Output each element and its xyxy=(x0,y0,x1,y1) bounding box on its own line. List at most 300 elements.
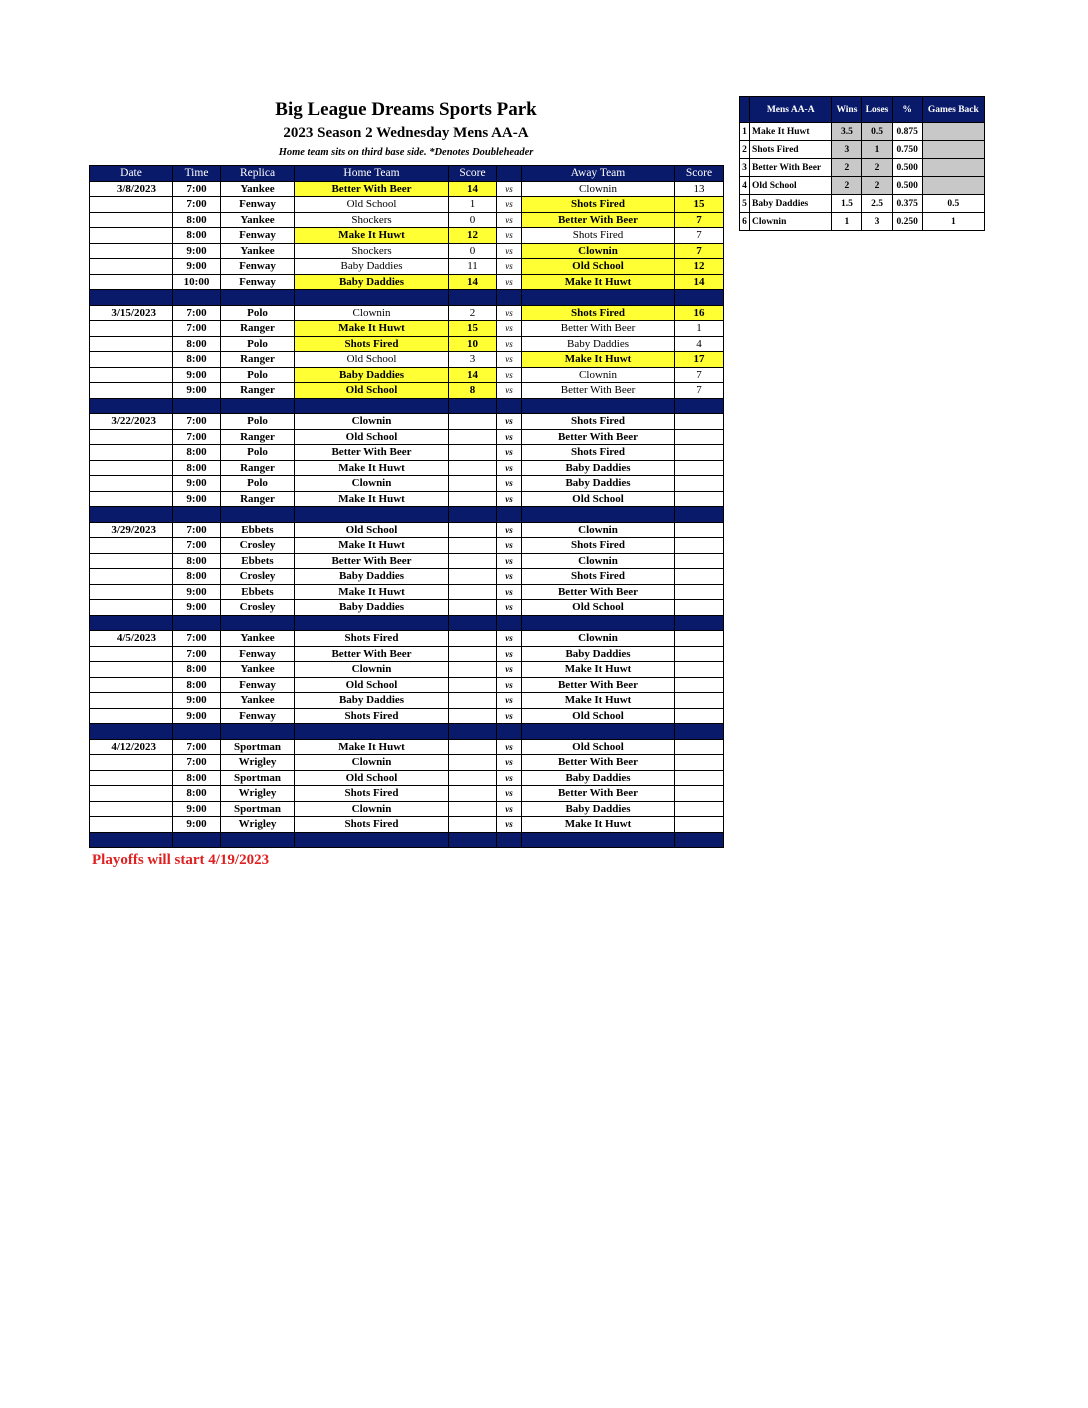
away-score xyxy=(675,708,724,724)
home-team: Shockers xyxy=(295,243,449,259)
game-date xyxy=(90,445,173,461)
vs-label: vs xyxy=(497,817,522,833)
game-time: 7:00 xyxy=(173,305,221,321)
away-score xyxy=(675,801,724,817)
away-score: 4 xyxy=(675,336,724,352)
vs-label: vs xyxy=(497,367,522,383)
game-time: 9:00 xyxy=(173,584,221,600)
away-score xyxy=(675,569,724,585)
col-away-score: Score xyxy=(675,166,724,182)
game-date: 4/5/2023 xyxy=(90,631,173,647)
away-team: Better With Beer xyxy=(522,584,675,600)
table-row xyxy=(90,476,724,492)
away-score: 12 xyxy=(675,259,724,275)
game-time: 7:00 xyxy=(173,538,221,554)
game-date xyxy=(90,259,173,275)
away-score: 16 xyxy=(675,305,724,321)
game-date xyxy=(90,197,173,213)
table-row xyxy=(90,367,724,383)
home-team: Old School xyxy=(295,352,449,368)
separator-cell xyxy=(675,832,724,848)
away-team: Make It Huwt xyxy=(522,352,675,368)
home-team: Make It Huwt xyxy=(295,739,449,755)
away-score xyxy=(675,770,724,786)
standings-rank: 3 xyxy=(740,159,750,177)
standings-pct: 0.500 xyxy=(892,177,922,195)
home-team: Better With Beer xyxy=(295,181,449,197)
game-replica: Wrigley xyxy=(221,755,295,771)
away-team: Baby Daddies xyxy=(522,336,675,352)
away-team: Better With Beer xyxy=(522,755,675,771)
home-score: 14 xyxy=(449,181,497,197)
vs-label: vs xyxy=(497,584,522,600)
table-row xyxy=(90,584,724,600)
home-score xyxy=(449,677,497,693)
table-row xyxy=(90,693,724,709)
home-team: Clownin xyxy=(295,801,449,817)
home-score xyxy=(449,491,497,507)
table-row xyxy=(90,243,724,259)
separator-cell xyxy=(497,615,522,631)
home-score: 0 xyxy=(449,243,497,259)
table-row xyxy=(90,600,724,616)
table-row xyxy=(90,321,724,337)
vs-label: vs xyxy=(497,693,522,709)
standings-games-back xyxy=(922,141,984,159)
game-replica: Ranger xyxy=(221,460,295,476)
home-team: Make It Huwt xyxy=(295,491,449,507)
standings-rank: 4 xyxy=(740,177,750,195)
game-replica: Ebbets xyxy=(221,584,295,600)
vs-label: vs xyxy=(497,259,522,275)
home-score xyxy=(449,460,497,476)
standings-pct: 0.250 xyxy=(892,213,922,231)
vs-label: vs xyxy=(497,212,522,228)
home-team: Baby Daddies xyxy=(295,259,449,275)
away-team: Make It Huwt xyxy=(522,817,675,833)
game-time: 9:00 xyxy=(173,383,221,399)
separator-cell xyxy=(497,398,522,414)
home-team: Baby Daddies xyxy=(295,274,449,290)
game-date xyxy=(90,336,173,352)
game-time: 7:00 xyxy=(173,522,221,538)
away-score: 15 xyxy=(675,197,724,213)
separator-cell xyxy=(221,724,295,740)
game-time: 7:00 xyxy=(173,197,221,213)
game-date xyxy=(90,677,173,693)
away-score: 7 xyxy=(675,383,724,399)
vs-label: vs xyxy=(497,708,522,724)
game-replica: Polo xyxy=(221,445,295,461)
away-score: 7 xyxy=(675,212,724,228)
separator-cell xyxy=(449,507,497,523)
separator-cell xyxy=(497,832,522,848)
game-replica: Fenway xyxy=(221,274,295,290)
game-replica: Fenway xyxy=(221,708,295,724)
game-replica: Polo xyxy=(221,367,295,383)
standings-rank: 5 xyxy=(740,195,750,213)
game-replica: Crosley xyxy=(221,569,295,585)
separator-cell xyxy=(449,615,497,631)
game-replica: Ranger xyxy=(221,383,295,399)
away-score xyxy=(675,646,724,662)
standings-pct: 0.875 xyxy=(892,123,922,141)
game-date xyxy=(90,584,173,600)
col-games-back: Games Back xyxy=(922,97,984,123)
home-score: 12 xyxy=(449,228,497,244)
standings-pct: 0.500 xyxy=(892,159,922,177)
separator-cell xyxy=(221,832,295,848)
game-date xyxy=(90,476,173,492)
home-team: Make It Huwt xyxy=(295,538,449,554)
standings-row xyxy=(740,123,985,141)
standings-team: Clownin xyxy=(750,213,832,231)
game-time: 10:00 xyxy=(173,274,221,290)
game-time: 8:00 xyxy=(173,553,221,569)
home-score: 0 xyxy=(449,212,497,228)
home-team: Clownin xyxy=(295,755,449,771)
home-team: Clownin xyxy=(295,476,449,492)
vs-label: vs xyxy=(497,181,522,197)
away-team: Shots Fired xyxy=(522,228,675,244)
col-home-team: Home Team xyxy=(295,166,449,182)
week-separator xyxy=(90,398,724,414)
away-team: Clownin xyxy=(522,631,675,647)
away-score xyxy=(675,414,724,430)
away-score: 7 xyxy=(675,243,724,259)
game-time: 9:00 xyxy=(173,600,221,616)
col-replica: Replica xyxy=(221,166,295,182)
standings-row xyxy=(740,177,985,195)
vs-label: vs xyxy=(497,522,522,538)
game-replica: Crosley xyxy=(221,600,295,616)
home-team: Better With Beer xyxy=(295,553,449,569)
game-replica: Yankee xyxy=(221,243,295,259)
game-time: 9:00 xyxy=(173,367,221,383)
table-row xyxy=(90,677,724,693)
table-row xyxy=(90,631,724,647)
away-team: Baby Daddies xyxy=(522,770,675,786)
vs-label: vs xyxy=(497,197,522,213)
home-team: Baby Daddies xyxy=(295,600,449,616)
col-wins: Wins xyxy=(832,97,862,123)
separator-cell xyxy=(173,398,221,414)
home-score: 14 xyxy=(449,367,497,383)
separator-cell xyxy=(295,290,449,306)
standings-games-back xyxy=(922,123,984,141)
standings-games-back: 1 xyxy=(922,213,984,231)
game-time: 8:00 xyxy=(173,786,221,802)
away-team: Shots Fired xyxy=(522,414,675,430)
game-date xyxy=(90,786,173,802)
standings-games-back xyxy=(922,177,984,195)
table-row xyxy=(90,491,724,507)
away-score xyxy=(675,739,724,755)
away-score xyxy=(675,445,724,461)
table-row xyxy=(90,770,724,786)
game-replica: Crosley xyxy=(221,538,295,554)
separator-cell xyxy=(90,398,173,414)
separator-cell xyxy=(449,724,497,740)
table-row xyxy=(90,429,724,445)
game-time: 7:00 xyxy=(173,755,221,771)
table-row xyxy=(90,708,724,724)
standings-pct: 0.375 xyxy=(892,195,922,213)
home-team: Make It Huwt xyxy=(295,228,449,244)
game-time: 9:00 xyxy=(173,243,221,259)
away-team: Clownin xyxy=(522,181,675,197)
away-score: 1 xyxy=(675,321,724,337)
standings-rank: 6 xyxy=(740,213,750,231)
vs-label: vs xyxy=(497,631,522,647)
vs-label: vs xyxy=(497,429,522,445)
home-score xyxy=(449,739,497,755)
standings-table xyxy=(739,96,985,231)
vs-label: vs xyxy=(497,770,522,786)
away-score xyxy=(675,662,724,678)
home-score xyxy=(449,646,497,662)
separator-cell xyxy=(295,615,449,631)
away-score xyxy=(675,476,724,492)
table-row xyxy=(90,228,724,244)
home-team: Shots Fired xyxy=(295,817,449,833)
game-replica: Ranger xyxy=(221,491,295,507)
vs-label: vs xyxy=(497,739,522,755)
home-team: Shots Fired xyxy=(295,708,449,724)
game-date xyxy=(90,755,173,771)
table-row xyxy=(90,662,724,678)
game-date: 3/15/2023 xyxy=(90,305,173,321)
away-team: Clownin xyxy=(522,367,675,383)
playoffs-note: Playoffs will start 4/19/2023 xyxy=(92,852,270,868)
page-subtitle: 2023 Season 2 Wednesday Mens AA-A xyxy=(283,125,529,141)
away-team: Old School xyxy=(522,491,675,507)
home-team: Old School xyxy=(295,522,449,538)
standings-wins: 2 xyxy=(832,159,862,177)
table-row xyxy=(90,305,724,321)
game-date: 4/12/2023 xyxy=(90,739,173,755)
game-replica: Yankee xyxy=(221,631,295,647)
away-team: Shots Fired xyxy=(522,197,675,213)
away-team: Better With Beer xyxy=(522,429,675,445)
separator-cell xyxy=(449,398,497,414)
week-separator xyxy=(90,507,724,523)
game-date xyxy=(90,662,173,678)
game-time: 7:00 xyxy=(173,631,221,647)
home-score xyxy=(449,476,497,492)
away-score xyxy=(675,491,724,507)
separator-cell xyxy=(295,724,449,740)
table-row xyxy=(90,817,724,833)
col-time: Time xyxy=(173,166,221,182)
separator-cell xyxy=(173,832,221,848)
game-replica: Ebbets xyxy=(221,522,295,538)
game-time: 9:00 xyxy=(173,708,221,724)
standings-rank: 1 xyxy=(740,123,750,141)
standings-games-back xyxy=(922,159,984,177)
away-team: Baby Daddies xyxy=(522,460,675,476)
table-row xyxy=(90,181,724,197)
home-score xyxy=(449,817,497,833)
home-score xyxy=(449,631,497,647)
away-score: 7 xyxy=(675,367,724,383)
home-score xyxy=(449,786,497,802)
home-team: Make It Huwt xyxy=(295,584,449,600)
standings-loses: 2.5 xyxy=(862,195,892,213)
game-replica: Yankee xyxy=(221,693,295,709)
game-time: 7:00 xyxy=(173,181,221,197)
away-team: Better With Beer xyxy=(522,212,675,228)
game-date xyxy=(90,228,173,244)
vs-label: vs xyxy=(497,801,522,817)
game-date xyxy=(90,383,173,399)
col-away-team: Away Team xyxy=(522,166,675,182)
separator-cell xyxy=(449,832,497,848)
separator-cell xyxy=(173,290,221,306)
vs-label: vs xyxy=(497,677,522,693)
away-score xyxy=(675,600,724,616)
standings-rank: 2 xyxy=(740,141,750,159)
home-team: Old School xyxy=(295,770,449,786)
away-team: Better With Beer xyxy=(522,677,675,693)
game-time: 9:00 xyxy=(173,817,221,833)
separator-cell xyxy=(522,398,675,414)
home-team: Shots Fired xyxy=(295,786,449,802)
separator-cell xyxy=(675,615,724,631)
separator-cell xyxy=(90,615,173,631)
vs-label: vs xyxy=(497,321,522,337)
away-score xyxy=(675,693,724,709)
home-team: Baby Daddies xyxy=(295,693,449,709)
table-row xyxy=(90,522,724,538)
home-team: Old School xyxy=(295,429,449,445)
standings-loses: 3 xyxy=(862,213,892,231)
game-replica: Yankee xyxy=(221,181,295,197)
game-time: 9:00 xyxy=(173,801,221,817)
away-team: Baby Daddies xyxy=(522,646,675,662)
separator-cell xyxy=(295,832,449,848)
col-division: Mens AA-A xyxy=(750,97,832,123)
table-row xyxy=(90,197,724,213)
standings-row xyxy=(740,159,985,177)
table-row xyxy=(90,352,724,368)
separator-cell xyxy=(90,290,173,306)
away-score xyxy=(675,429,724,445)
standings-team: Make It Huwt xyxy=(750,123,832,141)
game-date: 3/29/2023 xyxy=(90,522,173,538)
game-date xyxy=(90,646,173,662)
table-row xyxy=(90,259,724,275)
home-team: Clownin xyxy=(295,414,449,430)
game-date xyxy=(90,600,173,616)
home-score xyxy=(449,445,497,461)
standings-wins: 3 xyxy=(832,141,862,159)
separator-cell xyxy=(449,290,497,306)
separator-cell xyxy=(173,507,221,523)
away-score: 14 xyxy=(675,274,724,290)
home-score xyxy=(449,553,497,569)
separator-cell xyxy=(90,507,173,523)
home-score xyxy=(449,662,497,678)
away-score xyxy=(675,538,724,554)
vs-label: vs xyxy=(497,662,522,678)
game-date xyxy=(90,491,173,507)
game-time: 9:00 xyxy=(173,693,221,709)
home-score xyxy=(449,770,497,786)
vs-label: vs xyxy=(497,228,522,244)
home-team: Shockers xyxy=(295,212,449,228)
standings-wins: 2 xyxy=(832,177,862,195)
game-time: 7:00 xyxy=(173,321,221,337)
game-time: 9:00 xyxy=(173,476,221,492)
game-date xyxy=(90,538,173,554)
standings-pct: 0.750 xyxy=(892,141,922,159)
page-title: Big League Dreams Sports Park xyxy=(275,99,537,120)
table-row xyxy=(90,646,724,662)
home-score xyxy=(449,693,497,709)
home-team: Baby Daddies xyxy=(295,367,449,383)
away-score xyxy=(675,786,724,802)
game-date xyxy=(90,212,173,228)
vs-label: vs xyxy=(497,243,522,259)
game-time: 8:00 xyxy=(173,770,221,786)
game-date xyxy=(90,460,173,476)
table-row xyxy=(90,445,724,461)
away-team: Make It Huwt xyxy=(522,693,675,709)
col-date: Date xyxy=(90,166,173,182)
away-team: Old School xyxy=(522,259,675,275)
away-score xyxy=(675,460,724,476)
col-vs xyxy=(497,166,522,182)
game-date xyxy=(90,321,173,337)
separator-cell xyxy=(221,290,295,306)
away-score xyxy=(675,817,724,833)
col-rank xyxy=(740,97,750,123)
separator-cell xyxy=(675,398,724,414)
table-row xyxy=(90,801,724,817)
game-time: 7:00 xyxy=(173,739,221,755)
game-date: 3/8/2023 xyxy=(90,181,173,197)
vs-label: vs xyxy=(497,460,522,476)
home-score: 15 xyxy=(449,321,497,337)
table-row xyxy=(90,538,724,554)
table-row xyxy=(90,274,724,290)
home-score xyxy=(449,538,497,554)
home-score: 3 xyxy=(449,352,497,368)
away-team: Clownin xyxy=(522,243,675,259)
game-replica: Polo xyxy=(221,414,295,430)
home-score xyxy=(449,801,497,817)
game-date xyxy=(90,569,173,585)
game-date xyxy=(90,770,173,786)
game-replica: Fenway xyxy=(221,646,295,662)
vs-label: vs xyxy=(497,352,522,368)
away-team: Better With Beer xyxy=(522,321,675,337)
schedule-header-row xyxy=(90,166,724,182)
game-date xyxy=(90,352,173,368)
standings-row xyxy=(740,213,985,231)
game-time: 8:00 xyxy=(173,460,221,476)
vs-label: vs xyxy=(497,274,522,290)
table-row xyxy=(90,383,724,399)
game-date xyxy=(90,367,173,383)
away-score xyxy=(675,553,724,569)
game-replica: Sportman xyxy=(221,801,295,817)
home-score: 14 xyxy=(449,274,497,290)
game-time: 8:00 xyxy=(173,569,221,585)
home-score: 2 xyxy=(449,305,497,321)
home-team: Old School xyxy=(295,677,449,693)
